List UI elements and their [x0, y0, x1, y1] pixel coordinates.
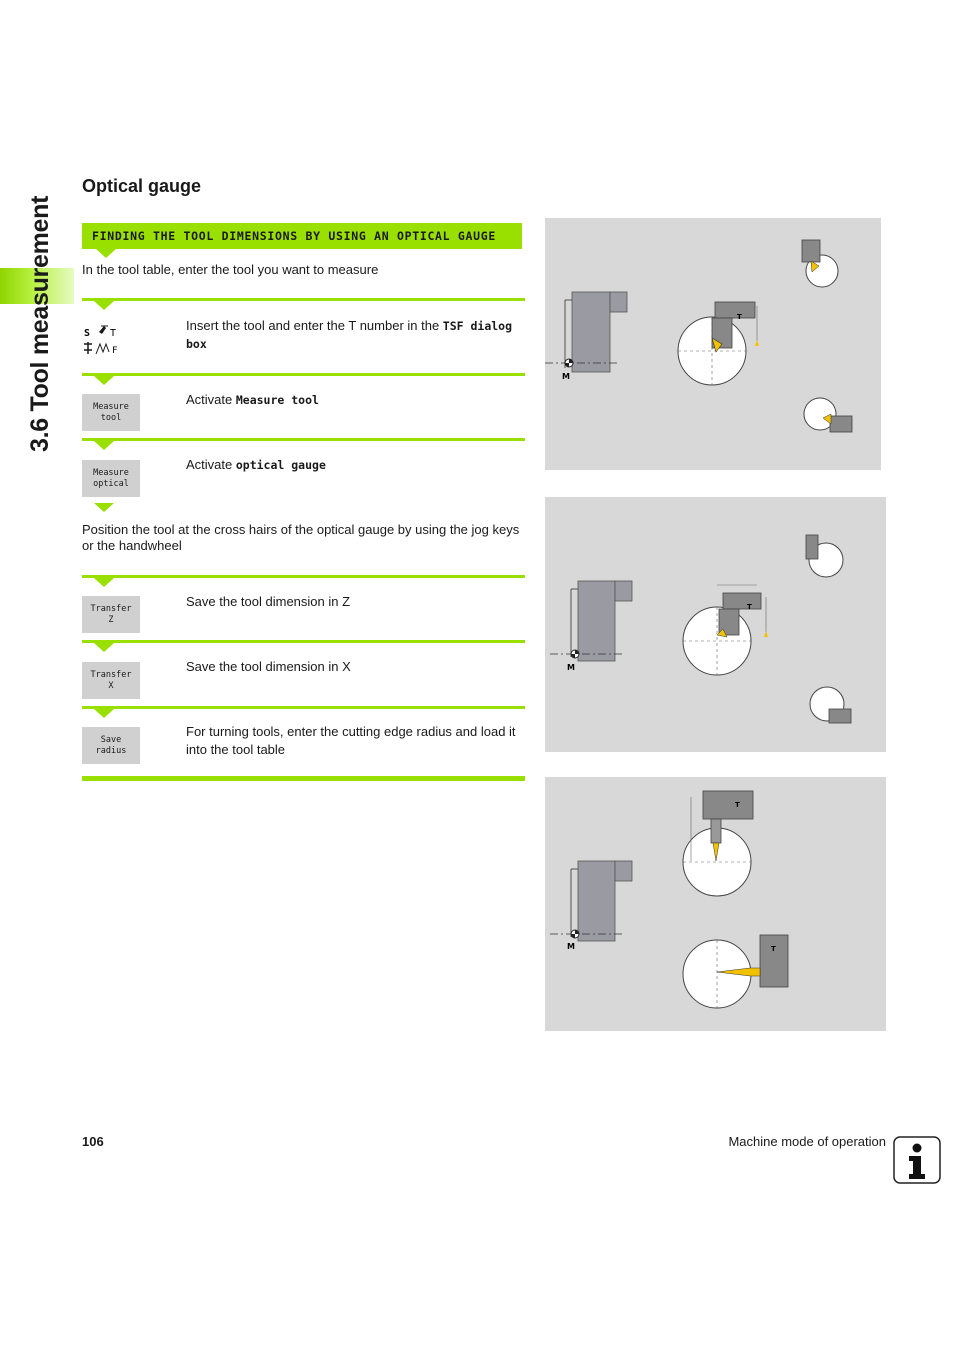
step-3-code: optical gauge: [235, 458, 326, 472]
step-separator: [82, 373, 525, 376]
step-5-text: Save the tool dimension in X: [186, 659, 351, 674]
step-6-text: For turning tools, enter the cutting edge radius and load it into the tool table: [186, 724, 516, 757]
step-1-text: Insert the tool and enter the T number in the TSF dialog box: [186, 318, 513, 351]
step-separator: [82, 575, 525, 578]
transfer-z-softkey[interactable]: Transfer Z: [82, 596, 140, 633]
section-title-text: 3.6 Tool measurement: [26, 195, 54, 452]
measure-tool-softkey[interactable]: Measure tool: [82, 394, 140, 431]
step-4-text: Save the tool dimension in Z: [186, 594, 351, 609]
step-separator: [82, 640, 525, 643]
step-separator: [82, 298, 525, 301]
tool-select-icon: [82, 320, 122, 358]
transfer-x-softkey[interactable]: Transfer X: [82, 662, 140, 699]
step-2-code: Measure tool: [235, 393, 319, 407]
tool-point-label: T: [747, 603, 752, 611]
machine-zero-label: M: [562, 372, 570, 381]
save-radius-softkey[interactable]: Save radius: [82, 727, 140, 764]
svg-text:T: T: [110, 327, 117, 339]
tool-select-softkey[interactable]: [82, 320, 122, 357]
step-separator: [82, 438, 525, 441]
step-3-text: Activate optical gauge: [186, 457, 326, 472]
tool-point-label: T: [771, 945, 776, 953]
position-note: Position the tool at the cross hairs of the optical gauge by using the jog keys or the handwheel: [82, 522, 520, 553]
intro-text: In the tool table, enter the tool you want to measure: [82, 262, 379, 277]
figure-turning-tool-measured: [545, 497, 886, 752]
figure-drill-tool: [545, 777, 886, 1031]
step-separator: [82, 706, 525, 709]
procedure-end-bar: [82, 776, 525, 781]
info-icon: [893, 1136, 941, 1184]
chapter-name: Machine mode of operation: [728, 1134, 886, 1149]
svg-text:F: F: [112, 345, 118, 356]
page-heading: Optical gauge: [82, 176, 202, 196]
tool-point-label: T: [735, 801, 740, 809]
measure-optical-softkey[interactable]: Measure optical: [82, 460, 140, 497]
procedure-banner: [82, 223, 522, 249]
step-2-text: Activate Measure tool: [186, 392, 319, 407]
machine-zero-label: M: [567, 942, 575, 951]
side-section-title: [0, 180, 70, 470]
tool-point-label: T: [737, 313, 742, 321]
page-number: 106: [82, 1134, 104, 1149]
svg-text:S: S: [84, 327, 91, 339]
step-1-code: TSF dialog box: [186, 319, 513, 351]
machine-zero-label: M: [567, 663, 575, 672]
banner-text: FINDING THE TOOL DIMENSIONS BY USING AN OPTICAL GAUGE: [92, 229, 497, 243]
figure-turning-tool: [545, 218, 881, 470]
